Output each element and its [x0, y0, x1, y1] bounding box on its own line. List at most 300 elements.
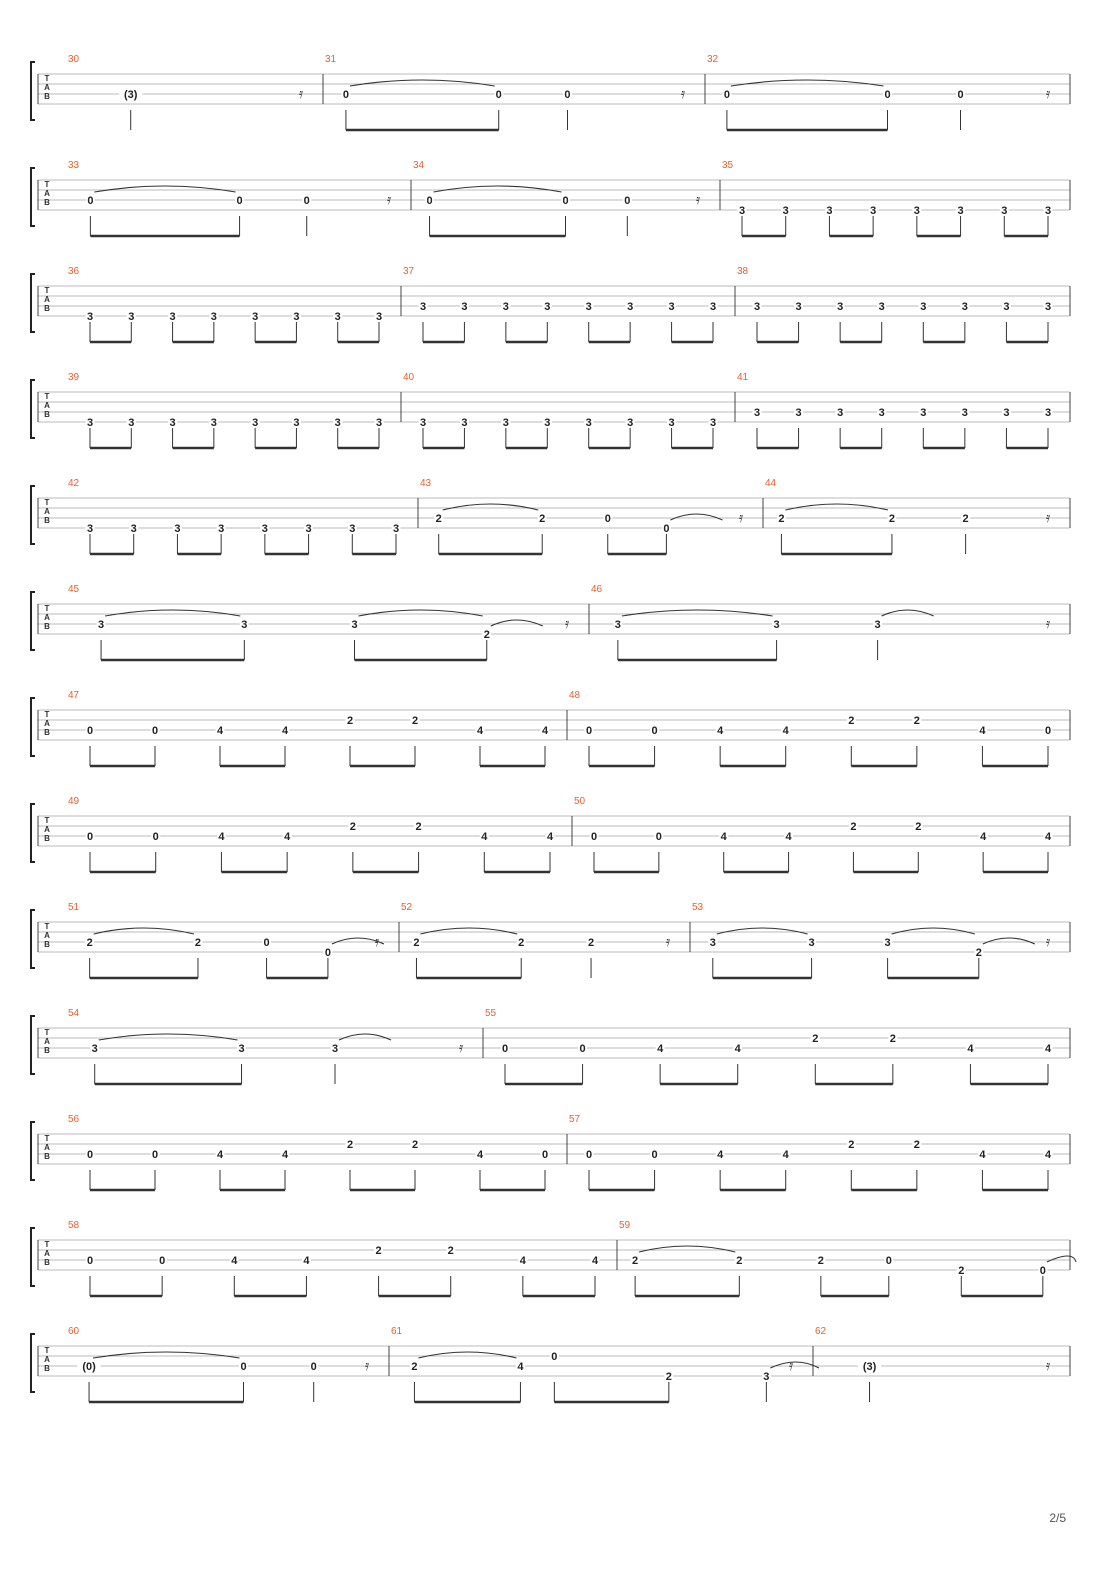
fret-number: 4 [782, 725, 789, 737]
fret-number: 3 [97, 619, 105, 631]
system-bracket [31, 698, 35, 756]
system-bracket [31, 168, 35, 226]
tie-arc [418, 1352, 516, 1358]
tab-clef-letter: A [44, 931, 50, 940]
fret-number: 3 [241, 619, 248, 631]
fret-number: 4 [979, 725, 986, 737]
fret-number: 4 [717, 725, 724, 737]
tab-clef-letter: A [44, 295, 50, 304]
fret-number: 3 [709, 937, 716, 949]
fret-number: 4 [782, 1149, 789, 1161]
measure-62 [815, 1326, 1051, 1402]
measure-number: 33 [68, 160, 80, 171]
measure-43 [420, 478, 744, 554]
fret-number: 2 [632, 1255, 639, 1267]
tie-arc [882, 610, 934, 616]
measure-number: 46 [591, 584, 603, 595]
tab-clef-letter: T [44, 816, 50, 825]
measure-48 [569, 690, 1053, 766]
fret-number: 3 [86, 417, 94, 429]
tie-arc [420, 928, 517, 934]
fret-number: 2 [913, 1139, 920, 1151]
fret-number: 0 [303, 195, 310, 207]
rest-symbol: 𝄿 [386, 192, 392, 208]
tab-clef-letter: A [44, 613, 50, 622]
tab-clef-letter: A [44, 401, 50, 410]
measure-60 [68, 1326, 370, 1402]
measure-34 [413, 160, 701, 236]
measure-number: 36 [68, 266, 80, 277]
fret-number: 2 [518, 937, 525, 949]
fret-number: 0 [495, 89, 502, 101]
staff-system [31, 160, 1070, 236]
fret-number: 3 [1044, 205, 1052, 217]
fret-number: 4 [519, 1255, 526, 1267]
rest-symbol: 𝄿 [1045, 510, 1051, 526]
fret-number: 3 [502, 301, 509, 313]
fret-number: 2 [194, 937, 202, 949]
fret-number: 2 [817, 1255, 824, 1267]
measure-41 [737, 372, 1053, 448]
fret-number: 4 [717, 1149, 724, 1161]
measure-number: 39 [68, 372, 80, 383]
fret-number: 2 [848, 1139, 855, 1151]
measure-54 [68, 1008, 464, 1084]
fret-number: 3 [461, 417, 468, 429]
fret-number: 0 [86, 1255, 94, 1267]
fret-number: 4 [734, 1043, 741, 1055]
fret-number: 3 [252, 417, 259, 429]
measure-51 [68, 902, 384, 978]
fret-number: 0 [585, 1149, 593, 1161]
fret-number: 3 [331, 1043, 339, 1055]
tab-clef-letter: B [44, 834, 50, 843]
fret-number: 3 [261, 523, 268, 535]
system-bracket [31, 1016, 35, 1074]
rest-symbol: 𝄿 [1045, 86, 1051, 102]
fret-number: 3 [218, 523, 225, 535]
tab-clef-letter: T [44, 498, 50, 507]
fret-number: 0 [564, 89, 571, 101]
fret-number: 0 [86, 725, 94, 737]
measure-58 [68, 1220, 600, 1296]
fret-number: 4 [476, 725, 484, 737]
measure-number: 51 [68, 902, 80, 913]
tie-arc [983, 938, 1035, 944]
staff-system [31, 266, 1070, 342]
fret-number: 0 [240, 1361, 247, 1373]
fret-number: 4 [231, 1255, 238, 1267]
rest-symbol: 𝄿 [298, 86, 304, 102]
fret-number: 2 [850, 821, 857, 833]
tie-arc [94, 928, 194, 934]
staff-system [31, 372, 1070, 448]
tab-clef-letter: B [44, 1046, 50, 1055]
measure-45 [68, 584, 570, 660]
fret-number: 3 [375, 417, 383, 429]
tie-arc [785, 504, 888, 510]
fret-number: 2 [736, 1255, 743, 1267]
page-number: 2/5 [1049, 1511, 1066, 1525]
fret-number: 4 [476, 1149, 484, 1161]
tab-clef-letter: A [44, 189, 50, 198]
fret-number: 0 [151, 725, 159, 737]
measure-46 [591, 584, 1051, 660]
systems-layer [31, 54, 1076, 1402]
fret-number: 4 [216, 1149, 224, 1161]
tab-clef-letter: B [44, 304, 50, 313]
fret-number: 4 [1044, 1149, 1052, 1161]
measure-number: 42 [68, 478, 80, 489]
fret-number: 0 [310, 1361, 317, 1373]
tab-clef-letter: A [44, 1249, 50, 1258]
measure-number: 57 [569, 1114, 581, 1125]
tab-clef-letter: T [44, 74, 50, 83]
tab-clef-letter: T [44, 286, 50, 295]
fret-number: 0 [884, 89, 891, 101]
rest-symbol: 𝄿 [458, 1040, 464, 1056]
tab-clef-letter: T [44, 1346, 50, 1355]
fret-number: 4 [546, 831, 554, 843]
fret-number: 3 [169, 311, 176, 323]
measure-49 [68, 796, 555, 872]
fret-number: 2 [539, 513, 546, 525]
system-bracket [31, 1228, 35, 1286]
fret-number: 4 [281, 725, 289, 737]
fret-number: 3 [392, 523, 400, 535]
tab-clef-letter: T [44, 180, 50, 189]
fret-number: 4 [1044, 831, 1052, 843]
system-bracket [31, 380, 35, 438]
measure-52 [401, 902, 671, 978]
fret-number: 3 [1003, 407, 1010, 419]
fret-number: 2 [848, 715, 855, 727]
fret-number: 0 [663, 523, 670, 535]
fret-number: 3 [709, 301, 717, 313]
fret-number: 2 [958, 1265, 965, 1277]
fret-number: 0 [551, 1351, 558, 1363]
measure-50 [574, 796, 1053, 872]
fret-number: 3 [349, 523, 356, 535]
fret-number: 0 [159, 1255, 166, 1267]
fret-number: 3 [961, 407, 968, 419]
system-bracket [31, 486, 35, 544]
system-bracket [31, 1122, 35, 1180]
measure-44 [765, 478, 1051, 554]
system-bracket [31, 274, 35, 332]
measure-57 [569, 1114, 1053, 1190]
fret-number: 3 [461, 301, 468, 313]
fret-number: 0 [1044, 725, 1052, 737]
tab-clef-letter: B [44, 1152, 50, 1161]
fret-number: 3 [957, 205, 964, 217]
fret-number: 2 [889, 1033, 896, 1045]
fret-number: (0) [82, 1361, 96, 1373]
measure-number: 40 [403, 372, 415, 383]
tab-clef-letter: B [44, 1258, 50, 1267]
tab-clef-letter: B [44, 728, 50, 737]
measure-31 [325, 54, 686, 130]
fret-number: 3 [210, 311, 217, 323]
fret-number: 4 [720, 831, 727, 843]
fret-number: 2 [375, 1245, 382, 1257]
fret-number: 2 [888, 513, 896, 525]
fret-number: 3 [795, 301, 802, 313]
tie-arc [770, 1362, 819, 1368]
tie-arc [359, 610, 483, 616]
fret-number: 3 [668, 301, 675, 313]
system-bracket [31, 910, 35, 968]
tie-arc [639, 1246, 735, 1252]
rest-symbol: 𝄿 [364, 1358, 370, 1374]
measure-61 [391, 1326, 819, 1402]
fret-number: 4 [979, 1149, 986, 1161]
fret-number: 4 [657, 1043, 664, 1055]
fret-number: 3 [961, 301, 968, 313]
fret-number: 2 [812, 1033, 819, 1045]
fret-number: 0 [651, 725, 658, 737]
fret-number: 0 [655, 831, 662, 843]
measure-number: 62 [815, 1326, 827, 1337]
staff-system [31, 1220, 1076, 1296]
fret-number: 0 [86, 1149, 94, 1161]
fret-number: 0 [151, 1149, 159, 1161]
fret-number: 0 [604, 513, 611, 525]
fret-number: 4 [967, 1043, 974, 1055]
fret-number: 0 [263, 937, 270, 949]
fret-number: 2 [411, 1139, 419, 1151]
tab-clef-letter: A [44, 1143, 50, 1152]
tie-arc [350, 80, 495, 86]
staff-system [31, 902, 1070, 978]
tie-arc [339, 1034, 391, 1040]
tie-arc [443, 504, 539, 510]
tab-clef-letter: T [44, 1028, 50, 1037]
fret-number: 4 [1044, 1043, 1052, 1055]
fret-number: 2 [411, 715, 419, 727]
measure-38 [737, 266, 1053, 342]
measure-42 [68, 478, 401, 554]
fret-number: 4 [591, 1255, 599, 1267]
fret-number: 0 [957, 89, 964, 101]
fret-number: 2 [962, 513, 969, 525]
measure-number: 61 [391, 1326, 403, 1337]
measure-56 [68, 1114, 550, 1190]
fret-number: 3 [808, 937, 815, 949]
fret-number: 4 [281, 1149, 289, 1161]
measure-number: 55 [485, 1008, 497, 1019]
tab-clef-letter: B [44, 940, 50, 949]
tab-clef-letter: A [44, 1355, 50, 1364]
fret-number: 0 [1039, 1265, 1046, 1277]
fret-number: 3 [837, 407, 844, 419]
fret-number: 4 [785, 831, 792, 843]
staff-system [31, 584, 1070, 660]
tie-arc [491, 620, 543, 626]
fret-number: 3 [614, 619, 621, 631]
fret-number: 2 [778, 513, 785, 525]
fret-number: 0 [562, 195, 569, 207]
fret-number: 3 [334, 311, 341, 323]
fret-number: 3 [293, 417, 300, 429]
measure-number: 41 [737, 372, 749, 383]
fret-number: 4 [517, 1361, 524, 1373]
measure-number: 54 [68, 1008, 80, 1019]
fret-number: 3 [128, 311, 135, 323]
fret-number: 3 [826, 205, 833, 217]
measure-55 [485, 1008, 1053, 1084]
fret-number: 3 [1044, 301, 1052, 313]
tab-clef-letter: T [44, 1134, 50, 1143]
measure-number: 30 [68, 54, 80, 65]
measure-number: 32 [707, 54, 719, 65]
measure-33 [68, 160, 392, 236]
staff-system [31, 478, 1070, 554]
staff-system [31, 1326, 1070, 1402]
fret-number: 3 [375, 311, 383, 323]
system-bracket [31, 62, 35, 120]
fret-number: 3 [753, 301, 761, 313]
fret-number: 3 [763, 1371, 770, 1383]
measure-37 [403, 266, 718, 342]
fret-number: 0 [590, 831, 598, 843]
fret-number: 4 [541, 725, 549, 737]
fret-number: 3 [1003, 301, 1010, 313]
tab-clef-letter: T [44, 392, 50, 401]
fret-number: 3 [86, 523, 94, 535]
fret-number: 3 [334, 417, 341, 429]
measure-number: 50 [574, 796, 586, 807]
fret-number: 3 [585, 301, 592, 313]
tab-clef-letter: B [44, 622, 50, 631]
fret-number: 0 [236, 195, 243, 207]
measure-number: 48 [569, 690, 581, 701]
fret-number: 3 [878, 407, 885, 419]
fret-number: 0 [624, 195, 631, 207]
tab-clef-letter: T [44, 922, 50, 931]
fret-number: 3 [305, 523, 312, 535]
fret-number: 3 [627, 301, 634, 313]
tab-clef-letter: A [44, 507, 50, 516]
measure-59 [619, 1220, 1076, 1296]
fret-number: 2 [483, 629, 490, 641]
fret-number: 3 [174, 523, 181, 535]
rest-symbol: 𝄿 [738, 510, 744, 526]
system-bracket [31, 1334, 35, 1392]
fret-number: 3 [91, 1043, 98, 1055]
tie-arc [731, 80, 884, 86]
fret-number: 2 [346, 715, 354, 727]
tab-clef-letter: B [44, 198, 50, 207]
fret-number: 4 [303, 1255, 310, 1267]
fret-number: 0 [651, 1149, 658, 1161]
rest-symbol: 𝄿 [665, 934, 671, 950]
tab-clef-letter: A [44, 1037, 50, 1046]
rest-symbol: 𝄿 [788, 1358, 794, 1374]
staff-system [31, 796, 1070, 872]
tie-arc [434, 186, 562, 192]
fret-number: 3 [585, 417, 592, 429]
fret-number: 2 [346, 1139, 354, 1151]
fret-number: 0 [324, 947, 331, 959]
fret-number: 0 [152, 831, 159, 843]
fret-number: 3 [544, 417, 551, 429]
tie-arc [717, 928, 808, 934]
tie-arc [892, 928, 975, 934]
measure-40 [403, 372, 718, 448]
measure-number: 47 [68, 690, 80, 701]
fret-number: (3) [123, 89, 138, 101]
tab-clef-letter: A [44, 825, 50, 834]
tie-arc [105, 610, 240, 616]
fret-number: 2 [435, 513, 442, 525]
fret-number: 3 [913, 205, 920, 217]
fret-number: 3 [169, 417, 176, 429]
fret-number: 4 [980, 831, 987, 843]
fret-number: 2 [915, 821, 922, 833]
fret-number: 2 [587, 937, 595, 949]
measure-number: 52 [401, 902, 413, 913]
measure-30 [68, 54, 304, 130]
fret-number: 2 [349, 821, 356, 833]
staff-system [31, 1008, 1070, 1084]
fret-number: 3 [870, 205, 877, 217]
fret-number: 0 [501, 1043, 509, 1055]
fret-number: 3 [1044, 407, 1052, 419]
rest-symbol: 𝄿 [374, 934, 380, 950]
fret-number: 3 [502, 417, 509, 429]
tab-clef-letter: B [44, 410, 50, 419]
fret-number: 4 [284, 831, 291, 843]
fret-number: 3 [351, 619, 358, 631]
fret-number: 0 [541, 1149, 549, 1161]
fret-number: 3 [293, 311, 300, 323]
fret-number: 3 [544, 301, 551, 313]
tie-arc [99, 1034, 238, 1040]
fret-number: 3 [874, 619, 881, 631]
measure-53 [692, 902, 1051, 978]
tie-arc [622, 610, 773, 616]
tab-clef-letter: T [44, 710, 50, 719]
rest-symbol: 𝄿 [680, 86, 686, 102]
fret-number: 3 [627, 417, 634, 429]
fret-number: 2 [665, 1371, 672, 1383]
measure-number: 38 [737, 266, 749, 277]
fret-number: 2 [447, 1245, 454, 1257]
fret-number: 0 [86, 831, 94, 843]
fret-number: 4 [218, 831, 225, 843]
fret-number: 3 [86, 311, 94, 323]
tab-clef-letter: B [44, 92, 50, 101]
measure-47 [68, 690, 550, 766]
fret-number: 4 [481, 831, 488, 843]
fret-number: 2 [411, 1361, 418, 1373]
staff-system [31, 1114, 1070, 1190]
tie-arc [94, 186, 235, 192]
measure-39 [68, 372, 384, 448]
fret-number: 3 [837, 301, 844, 313]
fret-number: 0 [579, 1043, 586, 1055]
measure-number: 45 [68, 584, 80, 595]
fret-number: 3 [419, 417, 427, 429]
tie-arc [670, 514, 722, 520]
measure-35 [722, 160, 1053, 236]
fret-number: 0 [723, 89, 730, 101]
fret-number: 3 [709, 417, 717, 429]
fret-number: 3 [738, 205, 746, 217]
staff-system [31, 690, 1070, 766]
measure-number: 49 [68, 796, 80, 807]
